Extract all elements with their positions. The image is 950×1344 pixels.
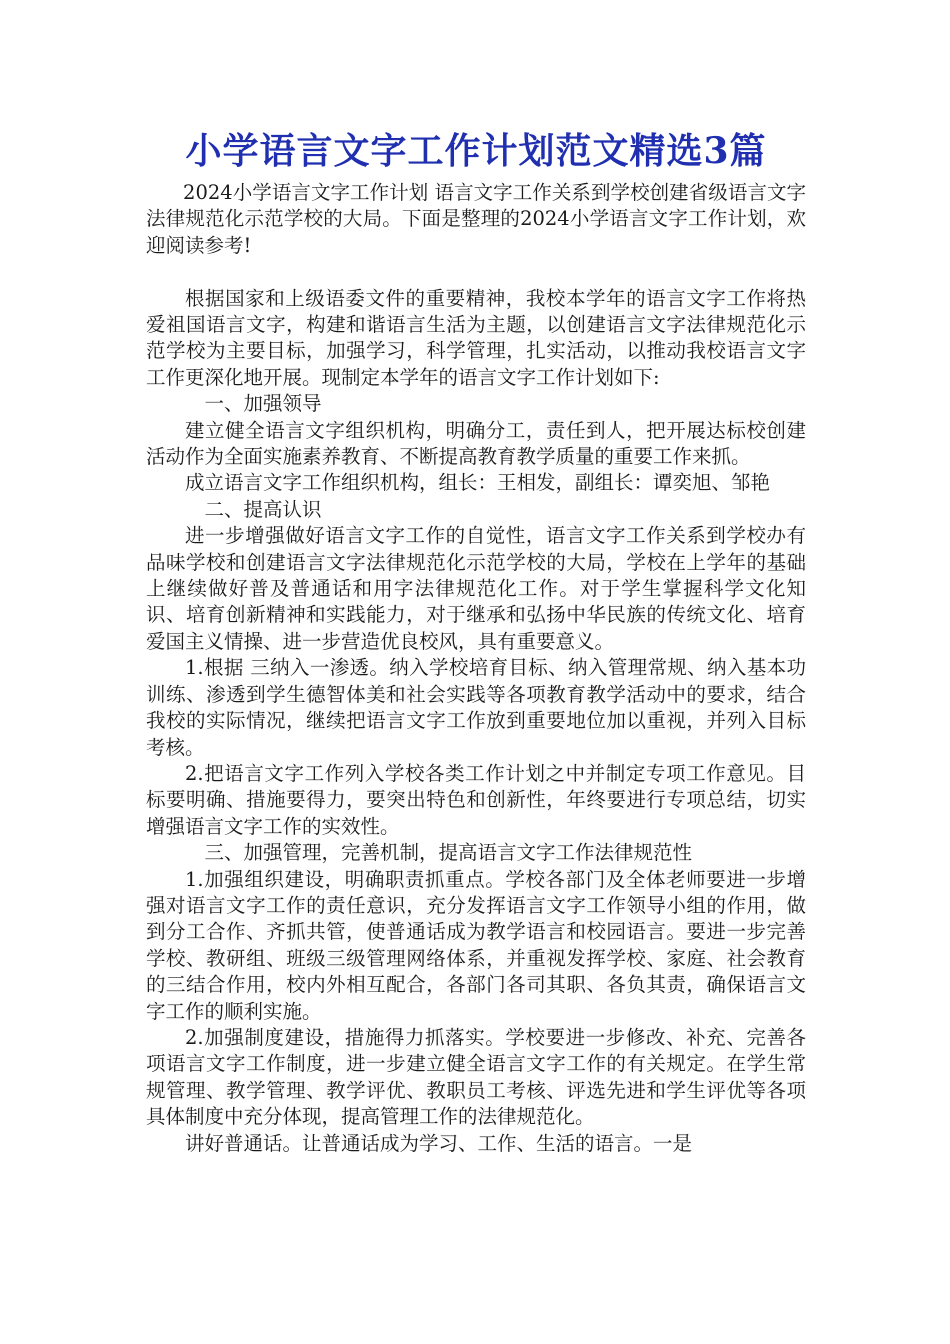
intro-paragraph: 2024小学语言文字工作计划 语言文字工作关系到学校创建省级语言文字法律规范化示范学校的大局。下面是整理的2024小学语言文字工作计划，欢迎阅读参考! [146,181,806,257]
paragraph-organization: 建立健全语言文字组织机构，明确分工，责任到人，把开展达标校创建活动作为全面实施素养教育、不断提高教育教学质量的重要工作来抓。 [146,418,806,469]
document-page [146,128,806,1157]
paragraph-item-2: 2.把语言文字工作列入学校各类工作计划之中并制定专项工作意见。目标要明确、措施要得力，要突出特色和创新性，年终要进行专项总结，切实增强语言文字工作的实效性。 [146,761,806,838]
blank-line [146,259,806,285]
section-heading-3: 三、加强管理，完善机制，提高语言文字工作法律规范性 [204,841,693,865]
document-body [146,180,806,1157]
paragraph-management-1: 1.加强组织建设，明确职责抓重点。学校各部门及全体老师要进一步增强对语言文字工作的责任意识，充分发挥语言文字工作领导小组的作用，做到分工合作、齐抓共管，使普通话成为教学语言和校园语言。要进一步完善学校、教研组、班级三级管理网络体系，并重视发挥学校、家庭、社会教育的三结合作用，校内外相互配合，各部门各司其职、各负其责，确保语言文字工作的顺利实施。 [146,867,806,1023]
section-heading-1: 一、加强领导 [204,392,322,416]
paragraph-preamble: 根据国家和上级语委文件的重要精神，我校本学年的语言文字工作将热爱祖国语言文字，构建和谐语言生活为主题，以创建语言文字法律规范化示范学校为主要目标，加强学习，科学管理，扎实活动，以推动我校语言文字工作更深化地开展。现制定本学年的语言文字工作计划如下: [146,286,806,389]
paragraph-group-members: 成立语言文字工作组织机构，组长：王相发，副组长：谭奕旭、邹艳 [185,471,771,495]
paragraph-management-2: 2.加强制度建设，措施得力抓落实。学校要进一步修改、补充、完善各项语言文字工作制度，进一步建立健全语言文字工作的有关规定。在学生常规管理、教学管理、教学评优、教职员工考核、评选先进和学生评优等各项具体制度中充分体现，提高管理工作的法律规范化。 [146,1025,806,1129]
paragraph-awareness: 进一步增强做好语言文字工作的自觉性，语言文字工作关系到学校办有品味学校和创建语言文字法律规范化示范学校的大局，学校在上学年的基础上继续做好普及普通话和用字法律规范化工作。对于学生掌握科学文化知识、培育创新精神和实践能力，对于继承和弘扬中华民族的传统文化、培育爱国主义情操、进一步营造优良校风，具有重要意义。 [146,524,806,653]
paragraph-item-1: 1.根据 三纳入一渗透。纳入学校培育目标、纳入管理常规、纳入基本功训练、渗透到学生德智体美和社会实践等各项教育教学活动中的要求，结合我校的实际情况，继续把语言文字工作放到重要地位加以重视，并列入目标考核。 [146,656,806,759]
document-title: 小学语言文字工作计划范文精选3篇 [185,130,767,172]
section-heading-2: 二、提高认识 [204,497,322,521]
paragraph-mandarin: 讲好普通话。让普通话成为学习、工作、生活的语言。一是 [185,1131,693,1155]
